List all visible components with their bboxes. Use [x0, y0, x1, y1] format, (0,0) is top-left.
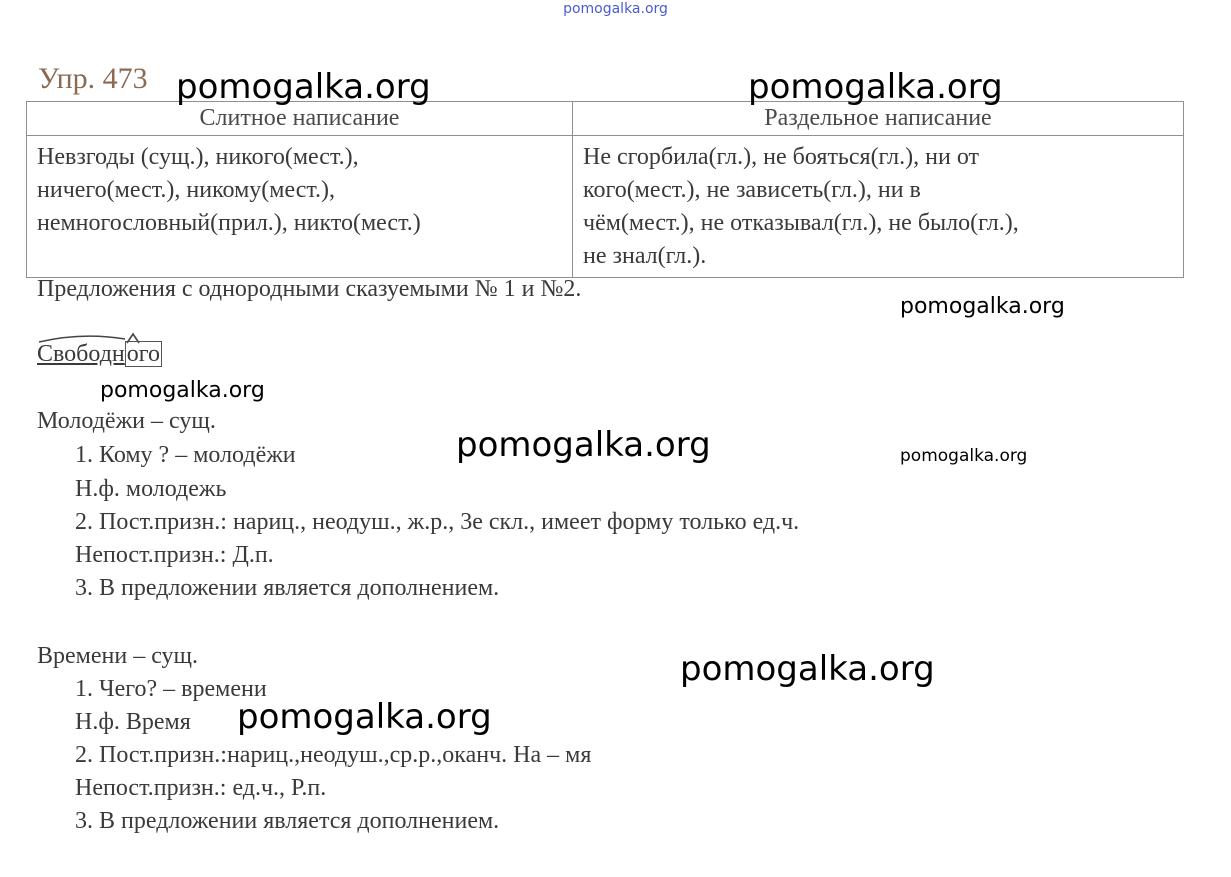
- cell-line: чём(мест.), не отказывал(гл.), не было(гл.),: [583, 210, 1019, 236]
- analysis-line: 3. В предложении является дополнением.: [75, 575, 500, 601]
- top-watermark: pomogalka.org: [563, 1, 668, 17]
- analysis-line: 3. В предложении является дополнением.: [75, 808, 500, 834]
- cell-line: ничего(мест.), никому(мест.),: [37, 177, 336, 203]
- watermark: pomogalka.org: [100, 378, 265, 403]
- watermark: pomogalka.org: [237, 697, 492, 737]
- watermark: pomogalka.org: [456, 425, 711, 465]
- exercise-title: Упр. 473: [38, 62, 148, 95]
- cell-line: не знал(гл.).: [583, 243, 707, 269]
- analysis-heading: Молодёжи – сущ.: [37, 408, 216, 434]
- watermark: pomogalka.org: [748, 67, 1003, 107]
- analysis-line: 2. Пост.призн.:нариц.,неодуш.,ср.р.,оканч. На – мя: [75, 742, 592, 768]
- spelling-table: [26, 101, 1184, 278]
- cell-line: Не сгорбила(гл.), не бояться(гл.), ни от: [583, 144, 980, 170]
- analysis-line: Н.ф. Время: [75, 709, 191, 735]
- cell-line: Невзгоды (сущ.), никого(мест.),: [37, 144, 359, 170]
- analysis-line: 1. Кому ? – молодёжи: [75, 442, 296, 468]
- morpheme-word: [37, 341, 162, 368]
- watermark: pomogalka.org: [680, 649, 935, 689]
- analysis-line: 2. Пост.призн.: нариц., неодуш., ж.р., 3е скл., имеет форму только ед.ч.: [75, 509, 800, 535]
- analysis-line: Непост.призн.: ед.ч., Р.п.: [75, 775, 327, 801]
- word-ending: ого: [126, 341, 160, 367]
- analysis-line: Н.ф. молодежь: [75, 476, 227, 502]
- cell-line: кого(мест.), не зависеть(гл.), ни в: [583, 177, 921, 203]
- analysis-line: Непост.призн.: Д.п.: [75, 542, 274, 568]
- table-row: [27, 136, 1184, 278]
- watermark: pomogalka.org: [900, 446, 1028, 466]
- watermark: pomogalka.org: [176, 67, 431, 107]
- header-separate-spelling: Раздельное написание: [573, 102, 1184, 136]
- header-joint-spelling: Слитное написание: [27, 102, 573, 136]
- separate-spelling-cell: [573, 136, 1184, 278]
- analysis-heading: Времени – сущ.: [37, 643, 199, 669]
- analysis-line: 1. Чего? – времени: [75, 676, 267, 702]
- cell-line: немногословный(прил.), никто(мест.): [37, 210, 421, 236]
- sentences-note: Предложения с однородными сказуемыми № 1 и №2.: [37, 276, 582, 302]
- watermark: pomogalka.org: [900, 294, 1065, 319]
- joint-spelling-cell: [27, 136, 573, 278]
- word-root: Свободн: [37, 341, 125, 367]
